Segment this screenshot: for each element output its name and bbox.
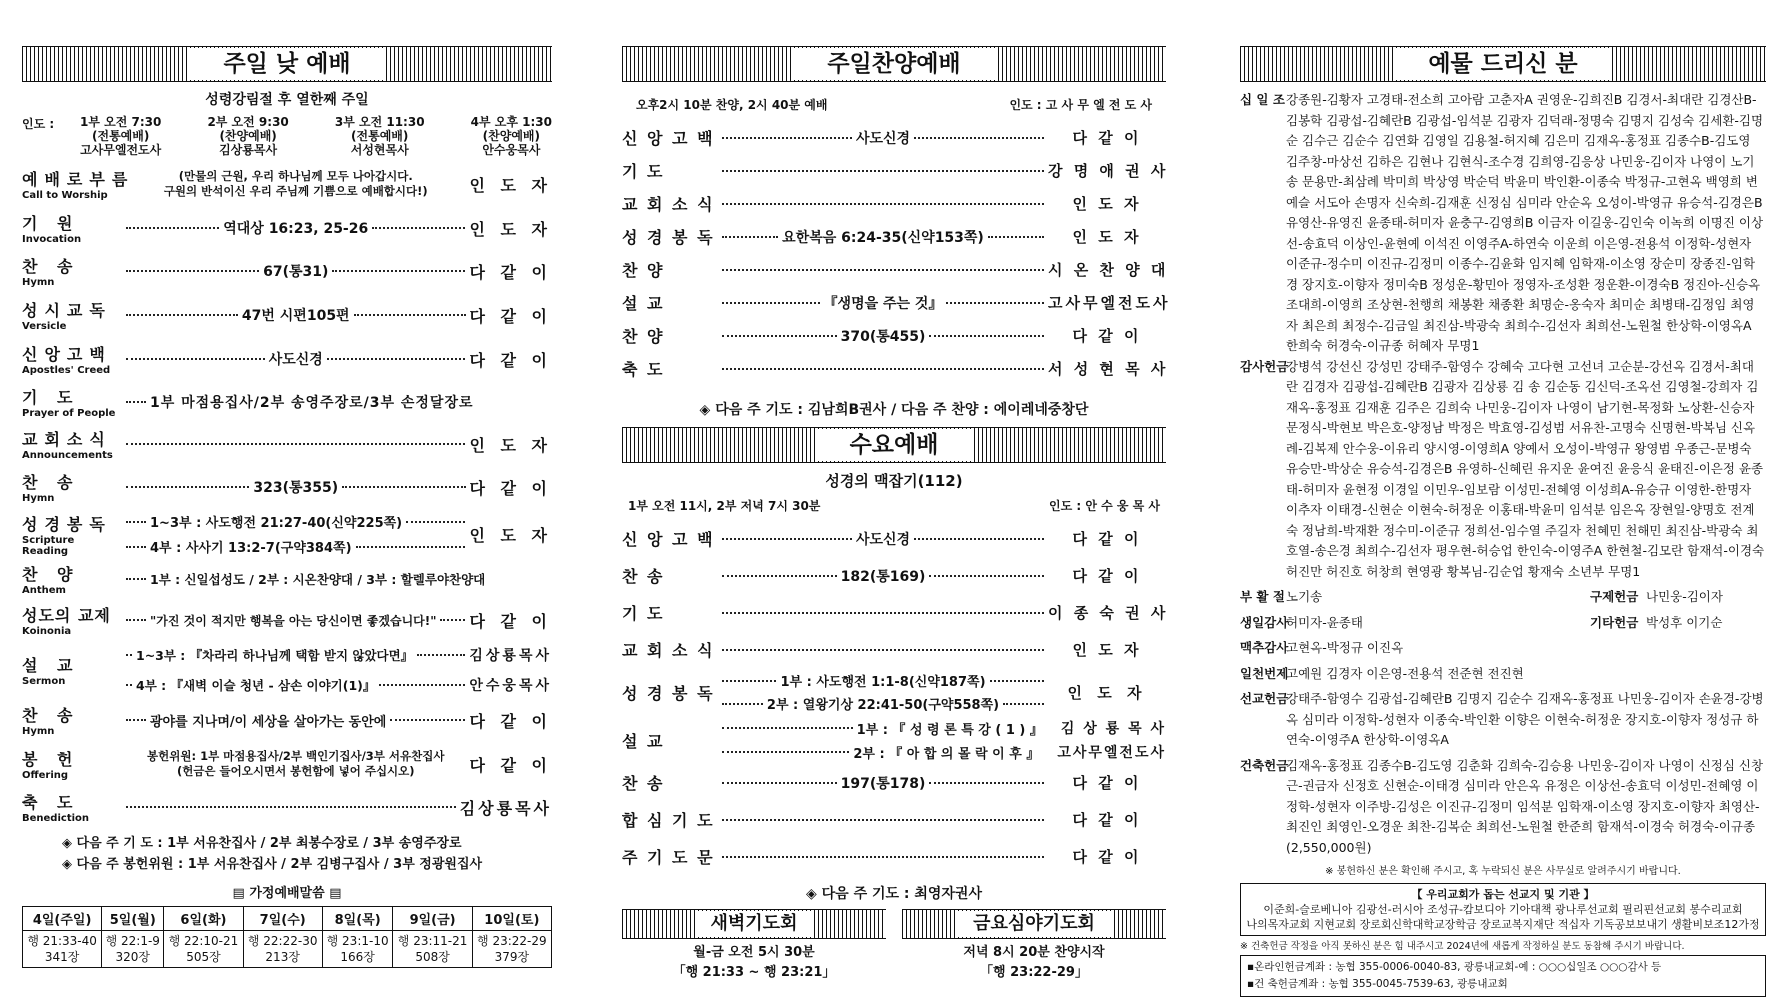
wednesday-leader: 인도 : 안 수 웅 목 사 xyxy=(1048,499,1160,513)
item-label: 찬 송 xyxy=(622,774,665,793)
service-times xyxy=(22,115,552,157)
sunday-subtitle: 성령강림절 후 열한째 주일 xyxy=(205,92,369,108)
order-item: 예배로부름 Call to Worship (만물의 근원, 우리 하나님께 모두 나아갑시다. 구원의 반석이신 우리 주님께 기쁨으로 예배합시다!) 인 도 자 xyxy=(22,169,552,201)
sunday-worship-column xyxy=(22,46,552,968)
item-person: 서 성 현 목 사 xyxy=(1048,360,1169,378)
offering-names: 강종원-김황자 고경태-전소희 고아람 고춘자A 권영운-김희진B 김경서-최대란 김경산B-김봉학 김광섭-김혜란B 김광섭-임석분 김광자 김덕래-정명숙 김명지 김성숙 김세환-김명순 김수근 김순수 김연화 김영일 김용철-허지혜 김은미 김재옥-홍정표 김종수B-김도영 김주창-마상선 김하은 김현나 김현식-조수경 김희영-김응상 나민웅-김이자 나영이 노기송 문용만-최삼례 박미희 박상영 박순덕 박윤미 박인환-이종숙 박정규-고현옥 백영희 변예슬 서도아 손명자 신숙희-김재훈 신정심 심미라 안순옥 오성이-박영규 유승석-김경은B 유영산-유영진 윤종태-허미자 윤충구-김영희B 이금자 이길웅-김인숙 이녹희 이명진 이상선-송효덕 이상인-윤현예 이석진 이영주A-하연숙 이운희 이은영-전용석 이정학-성현자 이준규-정수미 이진규-김정미 이종수-김윤화 임지혜 임학재-이소영 장순미 장종진-임학경 장지호-이향자 정미숙B 정성운-황민아 정영자-조성환 정운환-이경숙B 정진아-신승옥 조대희-이영희 조상현-천행희 채봉환 채종환 최명순-옹숙자 최미순 최병태-김정임 최영자 최은희 최정수-김금일 최진삼-박광숙 최희수-김선자 최희선-노원철 한상학-이영옥A 한희숙 허경숙-이규종 허혜자 무명1 xyxy=(1286,92,1764,353)
item-person: 김 상 룡 목 사 xyxy=(1060,721,1166,737)
offering-type: 기타헌금 xyxy=(1590,614,1639,630)
item-label: 합 심 기 도 xyxy=(622,811,715,830)
item-person: 이 종 숙 권 사 xyxy=(1048,604,1169,622)
offering-type: 구제헌금 xyxy=(1590,589,1639,604)
wednesday-time: 1부 오전 11시, 2부 저녁 7시 30분 xyxy=(628,499,821,513)
order-item: 찬 양 Anthem 1부 : 신일섭성도 / 2부 : 시온찬양대 / 3부 : 할렐루야찬양대 xyxy=(22,565,486,596)
item-label: 교 회 소 식 xyxy=(622,195,715,214)
building-note: ※ 건축헌금 작정을 아직 못하신 분은 힘 내주시고 2024년에 새롭게 작정하실 분도 동참해 주시기 바랍니다. xyxy=(1240,941,1685,952)
leader-label: 인도 : xyxy=(22,117,55,131)
offering-group xyxy=(1240,613,1766,634)
offering-list xyxy=(1240,90,1766,858)
order-of-worship xyxy=(22,161,552,827)
item-person: 인 도 자 xyxy=(1067,683,1147,702)
sunday-worship-title-bar xyxy=(22,46,552,82)
item-person: 인 도 자 xyxy=(1072,195,1142,213)
praise-worship-title: 주일찬양예배 xyxy=(793,48,994,80)
service-item xyxy=(622,520,1166,557)
item-text: 『생명을 주는 것』 xyxy=(823,295,943,312)
praise-order xyxy=(622,121,1171,385)
offering-type: 부 활 절 xyxy=(1240,589,1285,604)
offering-group xyxy=(1240,756,1766,859)
item-person: 인 도 자 xyxy=(1072,641,1142,659)
family-hymn: 379장 xyxy=(494,950,530,964)
service-item xyxy=(622,557,1166,594)
offering-group xyxy=(1240,357,1766,583)
offering-names: 김재옥-홍정표 김종수B-김도영 김춘화 김희숙-김승용 나민웅-김이자 나영이 신정심 신창근-권금자 신정호 신현순-이태경 심미라 안은옥 유정은 이상선-송효덕 이성민-전혜영 이정학-성현자 이주방-김성은 이진규-김정미 임석분 임학재-이소영 장지호-이향자 최영산-최진인 최영인-오경운 최찬-김복순 최희선-노원철 한준희 함재석-이경숙 허경숙-이규종 (2,550,000원) xyxy=(1286,757,1764,855)
offering-type: 감사헌금 xyxy=(1240,358,1289,374)
item-text: 197(통178) xyxy=(840,775,926,792)
family-hymn: 166장 xyxy=(340,950,375,964)
item-label: 설 교 xyxy=(622,294,665,313)
item-text: 요한복음 6:24-35(신약153쪽) xyxy=(782,229,984,246)
service-item xyxy=(622,716,1166,764)
offering-names: 노기송 xyxy=(1286,589,1323,604)
service-4: 4부 오후 1:30 (찬양예배) 안수웅목사 xyxy=(470,115,552,157)
item-text: 182(통169) xyxy=(840,568,926,585)
item-label: 기 도 xyxy=(622,604,665,623)
item-text: 2부 : 『 아 합 의 몰 락 이 후 』 xyxy=(853,746,1040,762)
friday-range: 「행 23:22-29」 xyxy=(980,965,1088,980)
sunday-worship-title: 주일 낮 예배 xyxy=(189,48,384,80)
service-item xyxy=(622,319,1166,352)
service-item xyxy=(622,253,1169,286)
family-day: 7일(수) xyxy=(243,907,322,931)
order-item: 설 교 Sermon 1~3부 : 『차라리 하나님께 택함 받지 않았다면』 김상룡목사 4부 : 『새벽 이슬 청년 - 삼손 이야기(1)』 안수웅목사 xyxy=(22,648,552,694)
family-reading xyxy=(243,931,322,968)
item-person: 다 같 이 xyxy=(1072,530,1142,548)
wednesday-subtitle: 성경의 맥잡기(112) xyxy=(825,472,963,490)
family-reading xyxy=(322,931,393,968)
item-label: 교 회 소 식 xyxy=(622,641,715,660)
family-hymn: 320장 xyxy=(115,950,151,964)
family-ref: 행 21:33-40 xyxy=(27,934,97,948)
item-person: 다 같 이 xyxy=(1072,848,1142,866)
order-item: 찬 송 Hymn 광야를 지나며/이 세상을 살아가는 동안에 다 같 이 xyxy=(22,706,552,737)
next-week-notice: ◈ 다음 주 기 도 : 1부 서유찬집사 / 2부 최봉수장로 / 3부 송영주장로 ◈ 다음 주 봉헌위원 : 1부 서유찬집사 / 2부 김병구집사 / 3부 정광원집사 xyxy=(62,836,483,872)
family-ref: 행 22:1-9 xyxy=(105,934,160,948)
item-text: 370(통455) xyxy=(840,328,926,345)
item-text: 사도신경 xyxy=(855,531,911,548)
item-label: 신 앙 고 백 xyxy=(622,530,715,549)
wednesday-title-bar xyxy=(622,427,1166,463)
order-item: 성시교독 Versicle 47번 시편105편 다 같 이 xyxy=(22,301,553,332)
item-text: 사도신경 xyxy=(855,130,911,147)
wednesday-order xyxy=(622,520,1169,875)
item-person: 인 도 자 xyxy=(1072,228,1142,246)
item-label: 찬 송 xyxy=(622,567,665,586)
service-item xyxy=(622,764,1166,801)
family-hymn: 341장 xyxy=(44,950,80,964)
offering-names: 강병석 강선신 강성민 강태주-함영수 강혜숙 고다현 고선녀 고순분-강선옥 김경서-최대란 김경자 김광섭-김혜란B 김광자 김상룡 김 송 김순동 김신덕-조옥선 김영철-강희자 김재옥-홍정표 김재훈 김주은 김희숙 나민웅-김이자 나영이 남기현-목정화 노상환-신승자 문정식-박현보 박은호-양정남 박정은 박효영-김성범 서유찬-고명숙 신명현-박복님 신옥례-김복제 안수웅-이유리 양시영-이영희A 양예서 오성이-박영규 왕영범 우종근-문병숙 유승만-박상순 유승석-김경은B 유영하-신혜린 유지운 윤여진 윤응식 윤태진-이은정 윤종태-허미자 윤현정 이경일 이민우-임보람 이성민-전혜영 이성희A-유승규 이영한-한명자 이추자 이태경-신현순 이현숙-허정운 이홍태-박윤미 임석분 임은옥 장현일-양명호 전계숙 정남희-박재환 정수미-이준규 정희선-임수열 주길자 천혜민 천해민 최진삼-박광숙 최호열-송은경 최희수-김선자 평우현-허승업 한인숙-이영주A 한현철-김모란 함재석-이경숙 허진만 허진호 허창희 현영광 황복님-김순업 황재숙 소년부 무명1 xyxy=(1286,358,1765,579)
item-label: 축 도 xyxy=(622,360,665,379)
family-day: 4일(주일) xyxy=(23,907,102,931)
mission-box: 【 우리교회가 돕는 선교지 및 기관 】 이준희-슬로베니아 김광선-러시아 조성규-캄보디아 기아대책 광나루선교회 필리핀선교회 봉수리교회 나의목자교회 지현교회 장로회신학대학교장학금 장로교복지재단 적십자 기독공보보내기 생활비보조12가정 xyxy=(1240,883,1766,936)
order-item: 찬 송 Hymn 323(통355) 다 같 이 xyxy=(22,473,553,504)
family-reading xyxy=(164,931,243,968)
family-day: 5일(월) xyxy=(102,907,164,931)
family-reading xyxy=(102,931,164,968)
item-text: 1부 : 사도행전 1:1-8(신약187쪽) xyxy=(780,675,986,690)
item-person: 고사무엘전도사 xyxy=(1057,745,1166,761)
family-reading xyxy=(23,931,102,968)
praise-worship-column xyxy=(622,46,1171,983)
offering-group xyxy=(1240,90,1766,357)
item-label: 설 교 xyxy=(622,731,665,751)
service-item xyxy=(622,838,1166,875)
family-worship-title: ▤ 가정예배말씀 ▤ xyxy=(232,886,342,901)
friday-time: 저녁 8시 20분 찬양시작 xyxy=(963,945,1105,960)
offering-group xyxy=(1240,638,1766,659)
offering-title: 예물 드리신 분 xyxy=(1394,48,1611,80)
order-item: 봉 헌 Offering 봉헌위원: 1부 마점용집사/2부 백인기집사/3부 서유찬집사 (헌금은 들어오시면서 봉헌함에 넣어 주십시오) 다 같 이 xyxy=(22,749,552,781)
item-person: 다 같 이 xyxy=(1072,129,1142,147)
order-item: 교회소식 Announcements 인 도 자 xyxy=(22,430,552,461)
offering-type: 맥추감사 xyxy=(1240,640,1289,655)
offering-note: ※ 봉헌하신 분은 확인해 주시고, 혹 누락되신 분은 사무실로 알려주시기 바랍니다. xyxy=(1325,866,1681,877)
offering-names: 고예원 김경자 이은영-전용석 전준현 전진현 xyxy=(1286,665,1524,681)
offering-names: 고현옥-박정규 이진옥 xyxy=(1286,640,1404,655)
service-item xyxy=(622,594,1169,631)
item-label: 신 앙 고 백 xyxy=(622,129,715,148)
offering-group xyxy=(1240,689,1766,751)
order-item: 축 도 Benediction 김상룡목사 xyxy=(22,793,552,824)
family-reading xyxy=(472,931,551,968)
family-ref: 행 23:1-10 xyxy=(326,934,389,948)
service-item xyxy=(622,154,1169,187)
service-2: 2부 오전 9:30 (찬양예배) 김상룡목사 xyxy=(207,115,289,157)
family-ref: 행 22:10-21 xyxy=(168,934,239,948)
service-item xyxy=(622,187,1166,220)
family-ref: 행 22:22-30 xyxy=(247,934,318,948)
family-day: 10일(토) xyxy=(472,907,551,931)
dawn-time: 월-금 오전 5시 30분 xyxy=(693,945,815,960)
service-item xyxy=(622,286,1171,319)
item-person: 다 같 이 xyxy=(1072,811,1142,829)
wednesday-title: 수요예배 xyxy=(816,429,973,461)
praise-leader: 인도 : 고 사 무 엘 전 도 사 xyxy=(1009,98,1152,112)
offering-type: 선교헌금 xyxy=(1240,691,1289,706)
order-item: 신앙고백 Apostles' Creed 사도신경 다 같 이 xyxy=(22,345,552,376)
family-day: 6일(화) xyxy=(164,907,243,931)
family-ref: 행 23:11-21 xyxy=(397,934,468,948)
offering-names: 나민웅-김이자 xyxy=(1646,589,1723,604)
offering-type: 생일감사 xyxy=(1240,614,1289,630)
prayer-meetings xyxy=(622,909,1166,983)
item-person: 다 같 이 xyxy=(1072,327,1142,345)
praise-time: 오후2시 10분 찬양, 2시 40분 예배 xyxy=(636,98,828,112)
service-1: 1부 오전 7:30 (전통예배) 고사무엘전도사 xyxy=(80,115,162,157)
service-item xyxy=(622,352,1169,385)
item-label: 주 기 도 문 xyxy=(622,848,715,867)
praise-next: ◈ 다음 주 기도 : 김남희B권사 / 다음 주 찬양 : 에이레네중창단 xyxy=(699,402,1089,418)
offering-names: 허미자-윤종태 xyxy=(1286,614,1363,630)
family-hymn: 213장 xyxy=(265,950,300,964)
family-day: 9일(금) xyxy=(393,907,472,931)
family-worship-table xyxy=(22,906,552,968)
family-day: 8일(목) xyxy=(322,907,393,931)
item-person: 다 같 이 xyxy=(1072,567,1142,585)
service-item xyxy=(622,631,1166,668)
item-person: 다 같 이 xyxy=(1072,774,1142,792)
family-hymn: 508장 xyxy=(415,950,450,964)
item-label: 성 경 봉 독 xyxy=(622,683,715,703)
wednesday-next: ◈ 다음 주 기도 : 최영자권사 xyxy=(806,886,982,902)
service-item xyxy=(622,121,1166,154)
order-item: 성경봉독 Scripture Reading 1~3부 : 사도행전 21:27-40(신약225쪽) 4부 : 사사기 13:2-7(구약384쪽) 인 도 자 xyxy=(22,514,552,557)
offering-type: 건축헌금 xyxy=(1240,757,1289,773)
offering-type: 일천번제 xyxy=(1240,665,1289,681)
item-person: 강 명 애 권 사 xyxy=(1048,162,1169,180)
dawn-prayer-title: 새벽기도회 xyxy=(695,911,814,937)
friday-prayer-title: 금요심야기도회 xyxy=(957,911,1111,937)
order-item: 성도의 교제 Koinonia "가진 것이 적지만 행복을 아는 당신이면 좋겠습니다!" 다 같 이 xyxy=(22,606,552,637)
family-reading xyxy=(393,931,472,968)
offering-title-bar xyxy=(1240,46,1766,82)
praise-worship-title-bar xyxy=(622,46,1166,82)
item-person: 고사무엘전도사 xyxy=(1048,294,1171,312)
item-label: 찬 양 xyxy=(622,261,665,280)
offering-group xyxy=(1240,664,1766,685)
order-item: 찬 송 Hymn 67(통31) 다 같 이 xyxy=(22,257,552,288)
service-3: 3부 오전 11:30 (전통예배) 서성현목사 xyxy=(334,115,425,157)
item-text: 1부 : 『 성 령 론 특 강 ( 1 ) 』 xyxy=(856,722,1043,738)
account-box: ▪온라인헌금계좌 : 농협 355-0006-0040-83, 광릉내교회-예 : ○○○십일조 ○○○감사 등 ▪건 축헌금계좌 : 농협 355-0045-7539-63, 광릉내교회 xyxy=(1240,955,1766,997)
item-label: 찬 양 xyxy=(622,327,665,346)
order-item: 기 도 Prayer of People 1부 마점용집사/2부 송영주장로/3부 손정달장로 xyxy=(22,388,474,419)
service-item xyxy=(622,668,1166,716)
order-item: 기 원 Invocation 역대상 16:23, 25-26 인 도 자 xyxy=(22,214,552,245)
item-label: 성 경 봉 독 xyxy=(622,228,715,247)
item-text: 2부 : 열왕기상 22:41-50(구약558쪽) xyxy=(766,698,1000,713)
service-item xyxy=(622,801,1166,838)
offering-type: 십 일 조 xyxy=(1240,92,1285,107)
friday-prayer-bar xyxy=(902,909,1166,939)
item-label: 기 도 xyxy=(622,162,665,181)
service-item xyxy=(622,220,1166,253)
offering-group xyxy=(1240,587,1766,608)
offering-column xyxy=(1240,46,1766,997)
family-hymn: 505장 xyxy=(186,950,221,964)
item-person: 시 온 찬 양 대 xyxy=(1048,261,1169,279)
dawn-range: 「행 21:33 ~ 행 23:21」 xyxy=(672,965,836,980)
family-ref: 행 23:22-29 xyxy=(477,934,547,948)
offering-names: 강태주-함영수 김광섭-김혜란B 김명지 김순수 김재옥-홍정표 나민웅-김이자 손윤경-강병옥 심미라 이정학-성현자 이종숙-박인환 이향은 이현숙-허정운 장지호-이향자 정성규 하연숙-이영주A 한상학-이영옥A xyxy=(1286,691,1764,747)
dawn-prayer-bar xyxy=(622,909,886,939)
offering-names: 박성후 이기순 xyxy=(1646,614,1723,630)
